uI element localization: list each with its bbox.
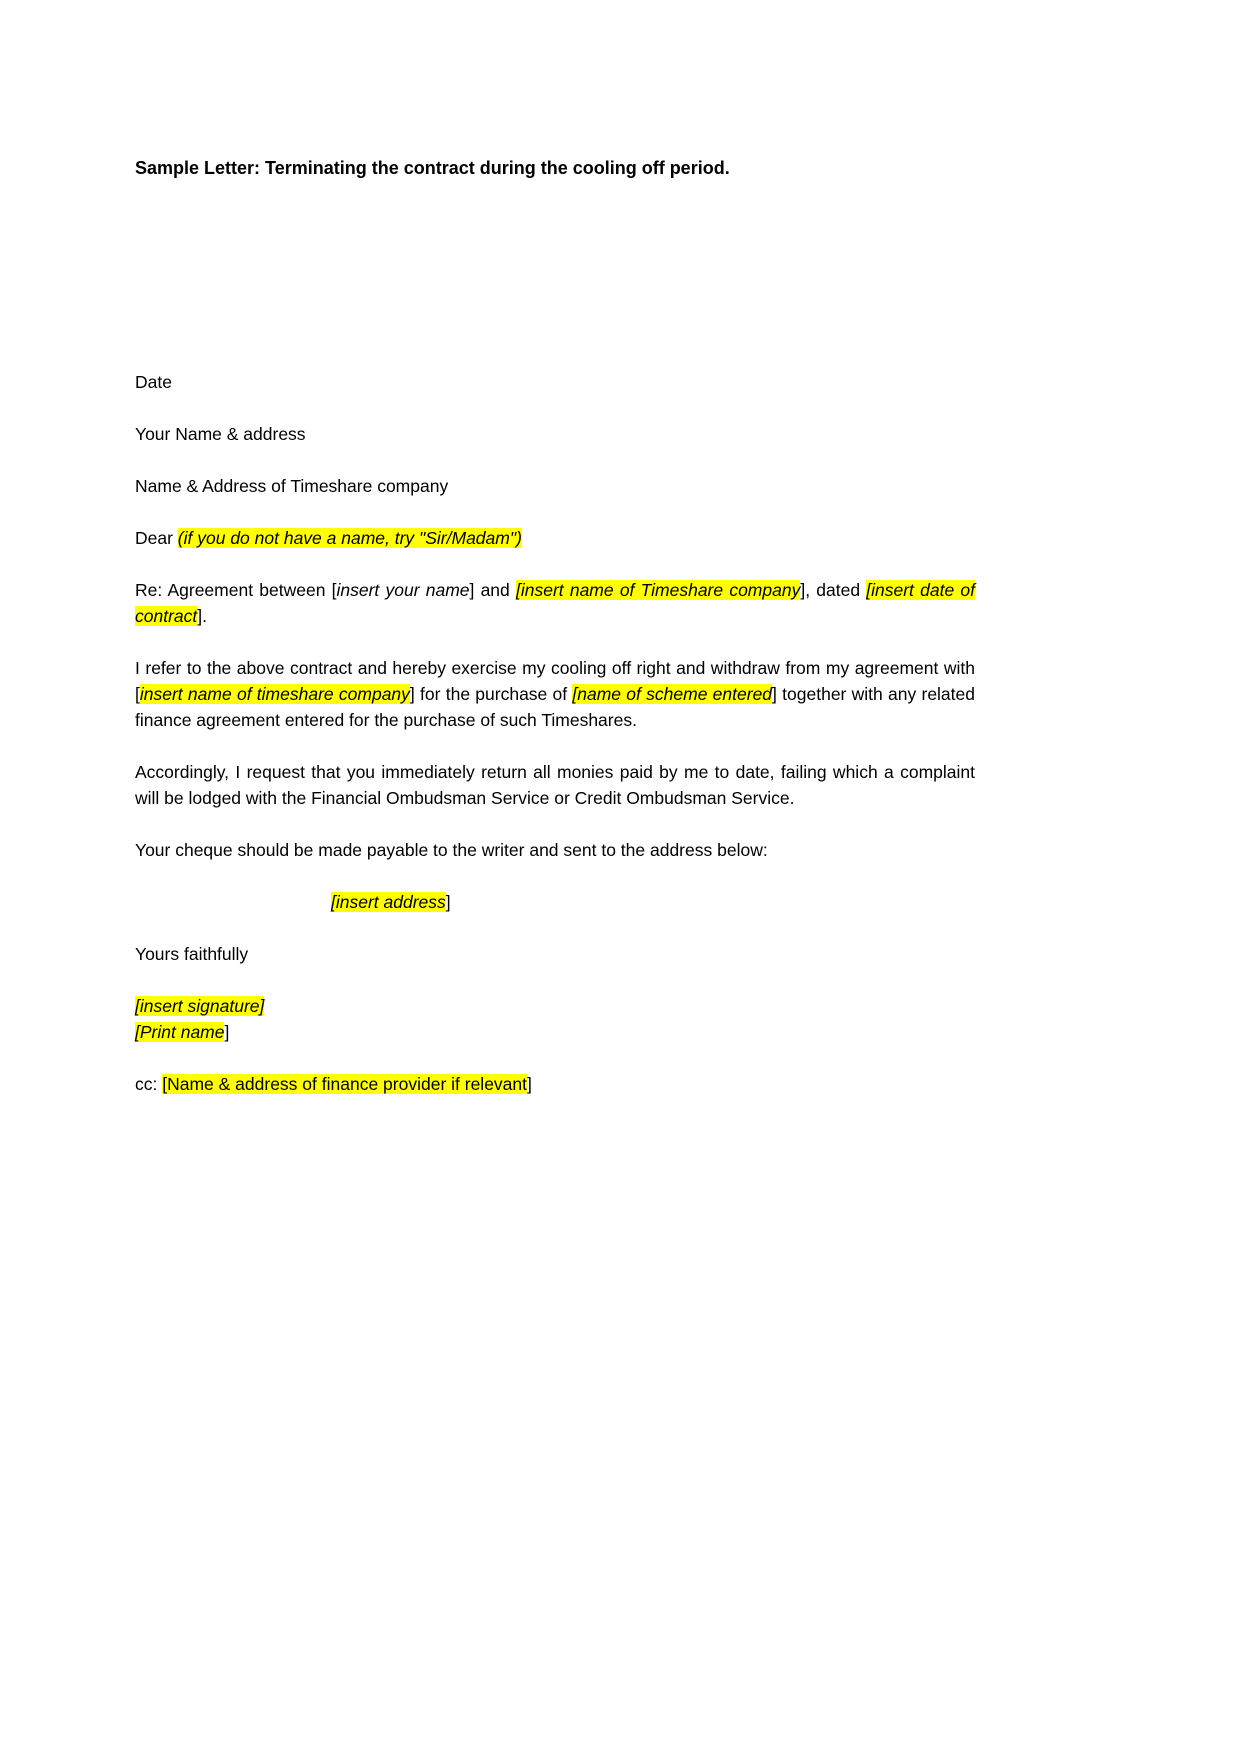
text-segment: ] [527,1074,532,1094]
cheque-instruction-line [135,837,975,863]
salutation-line [135,525,975,551]
text-segment: Re: Agreement between [ [135,580,337,600]
text-segment: ] [224,1022,230,1042]
page-title: Sample Letter: Terminating the contract during the cooling off period. [135,158,730,178]
print-name-placeholder-line [135,1019,975,1045]
text-segment: ] and [469,580,516,600]
withdrawal-paragraph [135,655,975,733]
text-segment: insert your name [336,580,470,600]
highlighted-placeholder-text: [name of scheme entered [572,684,773,704]
recipient-address-line [135,473,975,499]
highlighted-placeholder-text: (if you do not have a name, try "Sir/Madam") [177,528,522,548]
highlighted-placeholder-text: [Name & address of finance provider if relevant [162,1074,527,1094]
highlighted-placeholder-text: [Print name [135,1022,225,1042]
text-segment: Yours faithfully [135,944,249,964]
text-segment: ] for the purchase of [409,684,573,704]
text-segment: cc: [135,1074,163,1094]
signature-placeholder-line [135,993,975,1019]
closing-line [135,941,975,967]
cc-line [135,1071,975,1097]
address-placeholder-line [135,889,975,915]
text-segment: Your Name & address [135,424,306,444]
highlighted-placeholder-text: [insert address [331,892,446,912]
highlighted-placeholder-text: insert name of timeshare company [139,684,410,704]
highlighted-placeholder-text: [insert signature] [135,996,265,1016]
text-segment: Name & Address of Timeshare company [135,476,449,496]
text-segment: ] together with any related finance agreement entered for the purchase of such Timeshares. [135,684,975,730]
text-segment: I refer to the above contract and hereby exercise my cooling off right and withdraw from my agreement with [ [135,658,975,704]
text-segment: ]. [197,606,207,626]
text-segment: Dear [135,528,178,548]
sender-address-line [135,421,975,447]
subject-line [135,577,975,629]
text-segment: Date [135,372,172,392]
refund-request-paragraph [135,759,975,811]
highlighted-placeholder-text: [insert date of contract [135,580,975,626]
letter-body [135,369,975,1097]
date-line [135,369,975,395]
text-segment: ] [445,892,451,912]
text-segment: ], dated [800,580,867,600]
text-segment: Accordingly, I request that you immediately return all monies paid by me to date, failing which a complaint will be lodged with the Financial Ombudsman Service or Credit Ombudsman Service. [135,762,975,808]
text-segment: Your cheque should be made payable to the writer and sent to the address below: [135,840,768,860]
highlighted-placeholder-text: [insert name of Timeshare company [515,580,801,600]
